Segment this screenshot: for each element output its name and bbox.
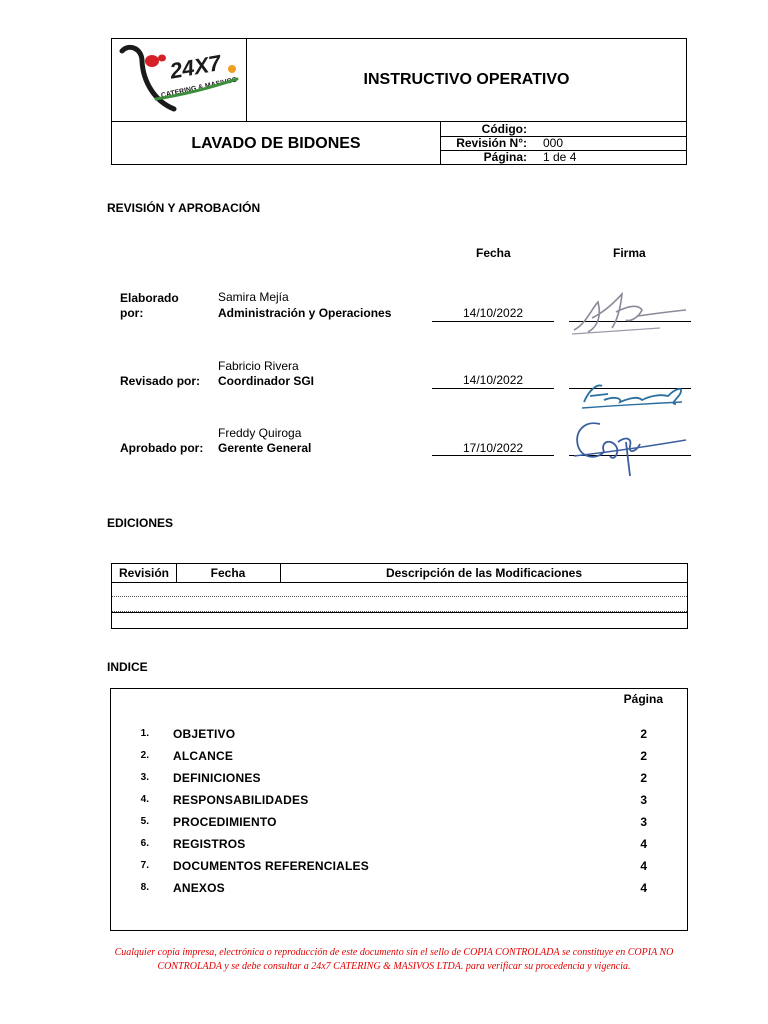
document-type: INSTRUCTIVO OPERATIVO [363, 71, 570, 88]
logo-subtext: CATERING & MASIVOS [160, 76, 238, 100]
meta-revision: Revisión N°: 000 [441, 136, 687, 151]
date-aprobado: 17/10/2022 [463, 441, 524, 455]
logo-graphic [112, 39, 246, 121]
role-aprobado: Aprobado por: [120, 441, 204, 455]
role-revisado: Revisado por: [120, 374, 201, 388]
controlled-copy-notice: Cualquier copia impresa, electrónica o reproducción de este documento sin el sello de COPIA CONTROLADA se constituye en COPIA NO CONTROLADA y se debe consultar a 24x7 CATERING & MASIVOS LTDA. para verificar su procedencia y vigencia. [114, 947, 674, 972]
index-page-header: Página [623, 692, 663, 706]
index-section-title: INDICE [107, 660, 148, 674]
date-elaborado: 14/10/2022 [463, 306, 524, 320]
document-title: LAVADO DE BIDONES [112, 122, 441, 165]
document-meta [441, 122, 687, 165]
signature-aprobado [570, 412, 690, 480]
approval-section-title: REVISIÓN Y APROBACIÓN [107, 201, 261, 215]
meta-pagina: Página: 1 de 4 [483, 150, 577, 164]
name-elaborado: Samira Mejía [218, 290, 289, 304]
fecha-column-header: Fecha [476, 246, 511, 260]
index-item: 4. RESPONSABILIDADES 3 [140, 793, 647, 807]
editions-section-title: EDICIONES [107, 516, 174, 530]
index-box [110, 688, 688, 931]
name-revisado: Fabricio Rivera [218, 359, 299, 373]
date-revisado: 14/10/2022 [463, 373, 524, 387]
col-revision: Revisión [118, 566, 169, 580]
col-fecha: Fecha [210, 566, 246, 580]
index-item: 5. PROCEDIMIENTO 3 [140, 815, 647, 829]
editions-table [111, 563, 688, 629]
index-item: 8. ANEXOS 4 [140, 881, 647, 895]
document-header [111, 38, 687, 165]
name-aprobado: Freddy Quiroga [218, 426, 302, 440]
signature-elaborado [568, 288, 692, 340]
position-aprobado: Gerente General [218, 441, 312, 455]
position-revisado: Coordinador SGI [218, 374, 314, 388]
index-item: 3. DEFINICIONES 2 [140, 771, 647, 785]
col-descripcion: Descripción de las Modificaciones [385, 566, 583, 580]
logo-wordmark: 24X7 [167, 50, 223, 84]
index-item: 6. REGISTROS 4 [140, 837, 647, 851]
company-logo [112, 39, 247, 121]
firma-column-header: Firma [613, 246, 646, 260]
meta-codigo: Código: [441, 122, 687, 137]
signature-revisado [580, 378, 690, 414]
index-item: 1. OBJETIVO 2 [140, 727, 647, 741]
editions-table-header [112, 564, 687, 583]
role-elaborado: Elaborado por: [120, 291, 179, 320]
position-elaborado: Administración y Operaciones [218, 306, 392, 320]
index-item: 2. ALCANCE 2 [140, 749, 647, 763]
index-item: 7. DOCUMENTOS REFERENCIALES 4 [140, 859, 647, 873]
